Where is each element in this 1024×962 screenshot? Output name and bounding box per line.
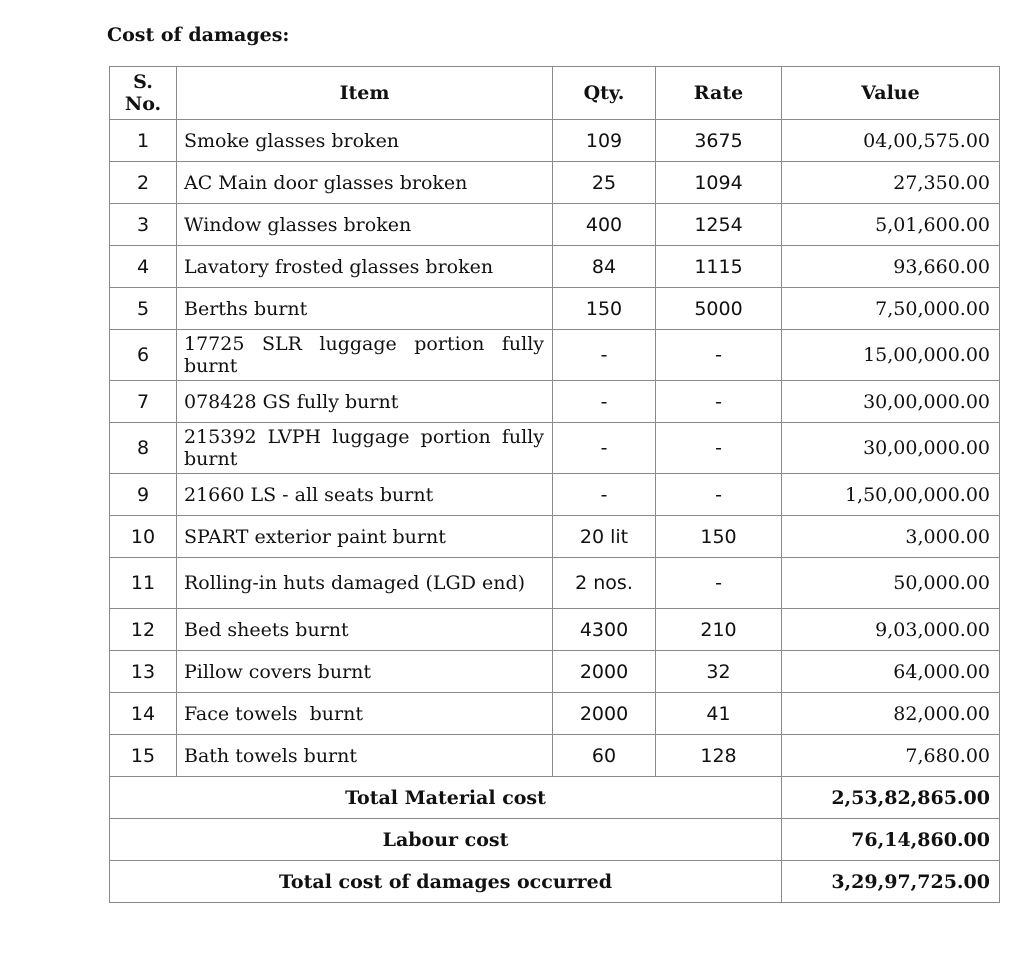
cell-sno: 14 [110,693,177,735]
cell-qty: 2000 [553,651,656,693]
cell-item: Bed sheets burnt [177,609,553,651]
cell-qty: - [553,423,656,474]
cell-sno: 15 [110,735,177,777]
cell-rate: 1115 [656,246,782,288]
cell-rate: - [656,558,782,609]
cell-qty: - [553,330,656,381]
cell-sno: 7 [110,381,177,423]
cell-rate: 3675 [656,120,782,162]
table-row [110,381,1000,423]
table-row [110,330,1000,381]
cell-rate: - [656,330,782,381]
cell-value: 5,01,600.00 [782,204,1000,246]
cell-item: Berths burnt [177,288,553,330]
cell-value: 04,00,575.00 [782,120,1000,162]
col-header-sno-line1: S. [133,71,153,93]
labour-cost-row [110,819,1000,861]
cell-item: 17725 SLR luggage portion fully burnt [177,330,553,381]
table-row [110,204,1000,246]
cell-qty: 2 nos. [553,558,656,609]
cell-item: Smoke glasses broken [177,120,553,162]
table-row [110,651,1000,693]
cell-item: Lavatory frosted glasses broken [177,246,553,288]
cell-qty: - [553,474,656,516]
table-row [110,609,1000,651]
cell-sno: 4 [110,246,177,288]
table-row [110,162,1000,204]
cell-sno: 6 [110,330,177,381]
cell-item: 21660 LS - all seats burnt [177,474,553,516]
cell-value: 3,000.00 [782,516,1000,558]
cell-rate: - [656,381,782,423]
table-row [110,246,1000,288]
cell-rate: 150 [656,516,782,558]
cell-sno: 3 [110,204,177,246]
table-row [110,735,1000,777]
table-row [110,558,1000,609]
total-damages-label: Total cost of damages occurred [110,861,782,903]
cell-value: 27,350.00 [782,162,1000,204]
cell-item: Pillow covers burnt [177,651,553,693]
cell-item: AC Main door glasses broken [177,162,553,204]
cell-sno: 1 [110,120,177,162]
cell-item: Bath towels burnt [177,735,553,777]
cell-qty: 150 [553,288,656,330]
cell-item: Face towels burnt [177,693,553,735]
cell-rate: 1094 [656,162,782,204]
cell-value: 93,660.00 [782,246,1000,288]
labour-cost-value: 76,14,860.00 [782,819,1000,861]
total-damages-row [110,861,1000,903]
cell-qty: 4300 [553,609,656,651]
cell-qty: 109 [553,120,656,162]
col-header-item: Item [177,67,553,120]
cell-qty: 60 [553,735,656,777]
cell-qty: 84 [553,246,656,288]
cell-qty: 20 lit [553,516,656,558]
table-row [110,423,1000,474]
cell-rate: 5000 [656,288,782,330]
cell-rate: - [656,423,782,474]
col-header-rate: Rate [656,67,782,120]
cell-rate: 128 [656,735,782,777]
total-material-value: 2,53,82,865.00 [782,777,1000,819]
total-damages-value: 3,29,97,725.00 [782,861,1000,903]
cell-rate: 41 [656,693,782,735]
cell-qty: 2000 [553,693,656,735]
header-row [110,67,1000,120]
cell-value: 64,000.00 [782,651,1000,693]
table-row [110,693,1000,735]
cell-sno: 10 [110,516,177,558]
labour-cost-label: Labour cost [110,819,782,861]
table-row [110,474,1000,516]
cell-sno: 8 [110,423,177,474]
cell-sno: 12 [110,609,177,651]
cell-item: 078428 GS fully burnt [177,381,553,423]
total-material-row [110,777,1000,819]
table-row [110,120,1000,162]
table-row [110,516,1000,558]
cell-item: 215392 LVPH luggage portion fully burnt [177,423,553,474]
cell-value: 7,50,000.00 [782,288,1000,330]
cell-sno: 13 [110,651,177,693]
col-header-value: Value [782,67,1000,120]
cell-rate: - [656,474,782,516]
cell-sno: 2 [110,162,177,204]
cell-sno: 5 [110,288,177,330]
cell-sno: 11 [110,558,177,609]
cell-value: 50,000.00 [782,558,1000,609]
cell-sno: 9 [110,474,177,516]
cell-rate: 1254 [656,204,782,246]
col-header-sno-line2: No. [124,93,162,115]
page-heading: Cost of damages: [107,24,290,46]
cell-qty: 25 [553,162,656,204]
cell-qty: - [553,381,656,423]
cell-value: 30,00,000.00 [782,423,1000,474]
cell-item: Rolling-in huts damaged (LGD end) [177,558,553,609]
damages-table [109,66,1000,903]
cell-item: Window glasses broken [177,204,553,246]
cell-value: 1,50,00,000.00 [782,474,1000,516]
cell-value: 9,03,000.00 [782,609,1000,651]
cell-value: 7,680.00 [782,735,1000,777]
cell-rate: 210 [656,609,782,651]
cell-value: 30,00,000.00 [782,381,1000,423]
cell-value: 82,000.00 [782,693,1000,735]
total-material-label: Total Material cost [110,777,782,819]
table-row [110,288,1000,330]
col-header-qty: Qty. [553,67,656,120]
cell-value: 15,00,000.00 [782,330,1000,381]
col-header-sno [110,67,177,120]
cell-qty: 400 [553,204,656,246]
cell-rate: 32 [656,651,782,693]
cell-item: SPART exterior paint burnt [177,516,553,558]
